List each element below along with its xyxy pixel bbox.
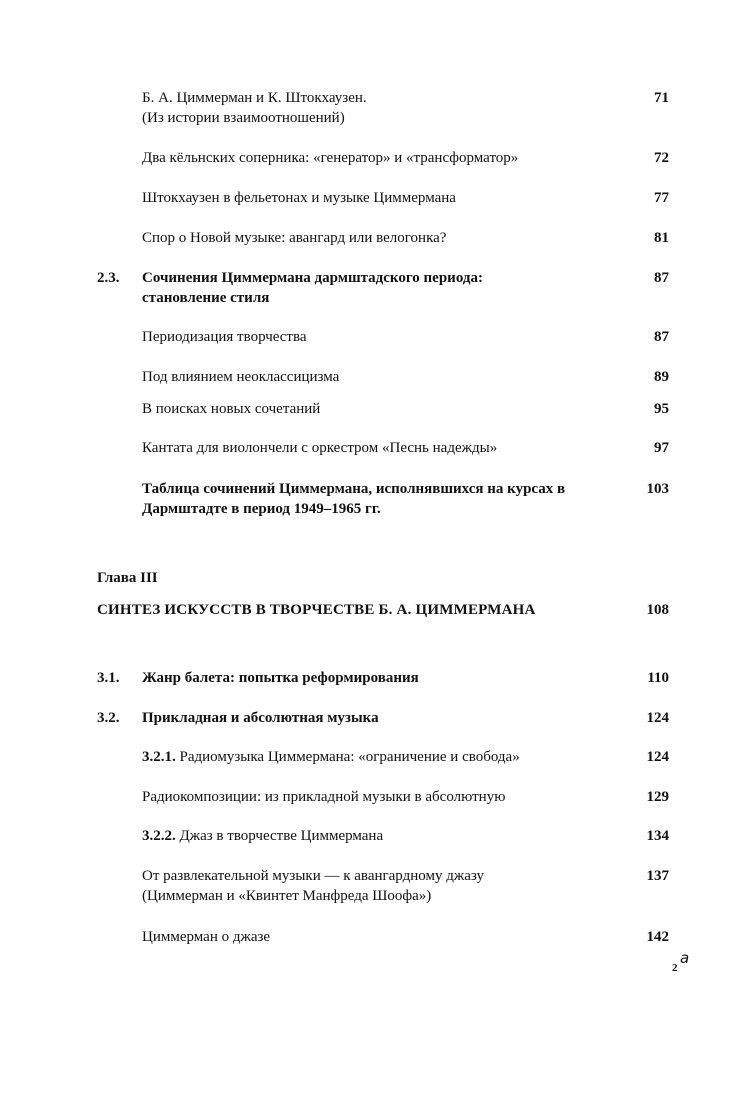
chapter-label: Глава III (97, 570, 158, 586)
toc-entry-line: становление стиля (142, 290, 270, 306)
chapter-page-number: 108 (646, 602, 669, 618)
toc-entry-line: Таблица сочинений Циммермана, исполнявшихся на курсах в (142, 481, 566, 497)
toc-entry-line: От развлекательной музыки — к авангардному джазу (142, 868, 484, 884)
toc-page-number: 77 (654, 190, 669, 206)
toc-entry-line: Дармштадте в период 1949–1965 гг. (142, 501, 381, 517)
toc-entry-title: Периодизация творчества (142, 329, 307, 345)
toc-entry-line: Радиомузыка Циммермана: «ограничение и свобода» (175, 749, 520, 765)
toc-page-number: 124 (646, 749, 669, 765)
toc-subsection-number: 3.2.2. (142, 828, 176, 844)
toc-page-number: 110 (647, 670, 669, 686)
toc-entry-title: Штокхаузен в фельетонах и музыке Циммермана (142, 190, 456, 206)
toc-page-number: 71 (654, 90, 669, 106)
toc-entry-line: Сочинения Циммермана дармштадского периода: (142, 270, 483, 286)
toc-entry-title: Жанр балета: попытка реформирования (142, 670, 419, 686)
chapter-title: СИНТЕЗ ИСКУССТВ В ТВОРЧЕСТВЕ Б. А. ЦИММЕРМАНА (97, 602, 536, 618)
toc-page-number: 129 (646, 789, 669, 805)
toc-page-number: 137 (646, 868, 669, 884)
toc-page-number: 103 (646, 481, 669, 497)
toc-page-number: 134 (646, 828, 669, 844)
toc-page-number: 87 (654, 270, 669, 286)
toc-entry-line: (Из истории взаимоотношений) (142, 110, 345, 126)
toc-entry-title (142, 866, 634, 906)
toc-page-number: 124 (646, 710, 669, 726)
toc-entry-line: Джаз в творчестве Циммермана (175, 828, 384, 844)
toc-entry-title (142, 88, 634, 128)
toc-entry-title (142, 479, 634, 519)
toc-page-number: 95 (654, 401, 669, 417)
toc-entry-title: В поисках новых сочетаний (142, 401, 321, 417)
toc-entry-title: Под влиянием неоклассицизма (142, 369, 340, 385)
toc-page-number: 87 (654, 329, 669, 345)
toc-entry-title: Циммерман о джазе (142, 929, 271, 945)
handwritten-page-letter: a (680, 949, 690, 967)
toc-entry-title: Спор о Новой музыке: авангард или велогонка? (142, 230, 447, 246)
toc-entry-title: Радиокомпозиции: из прикладной музыки в абсолютную (142, 789, 506, 805)
toc-page-number: 72 (654, 150, 669, 166)
toc-page-number: 142 (646, 929, 669, 945)
toc-subsection-number: 3.2.1. (142, 749, 176, 765)
toc-page-number: 89 (654, 369, 669, 385)
toc-section-number: 2.3. (97, 270, 120, 286)
toc-page-number: 81 (654, 230, 669, 246)
toc-entry-line: Б. А. Циммерман и К. Штокхаузен. (142, 90, 367, 106)
toc-entry-title: Кантата для виолончели с оркестром «Песнь надежды» (142, 440, 498, 456)
toc-entry-title: Прикладная и абсолютная музыка (142, 710, 379, 726)
toc-section-number: 3.2. (97, 710, 120, 726)
toc-section-number: 3.1. (97, 670, 120, 686)
handwritten-page-number: 2 (672, 962, 678, 974)
toc-entry-line: (Циммерман и «Квинтет Манфреда Шоофа») (142, 888, 432, 904)
toc-entry-title (142, 826, 634, 846)
toc-entry-title (142, 268, 622, 308)
toc-entry-title (142, 747, 634, 767)
toc-page-number: 97 (654, 440, 669, 456)
toc-entry-title: Два кёльнских соперника: «генератор» и «трансформатор» (142, 150, 519, 166)
